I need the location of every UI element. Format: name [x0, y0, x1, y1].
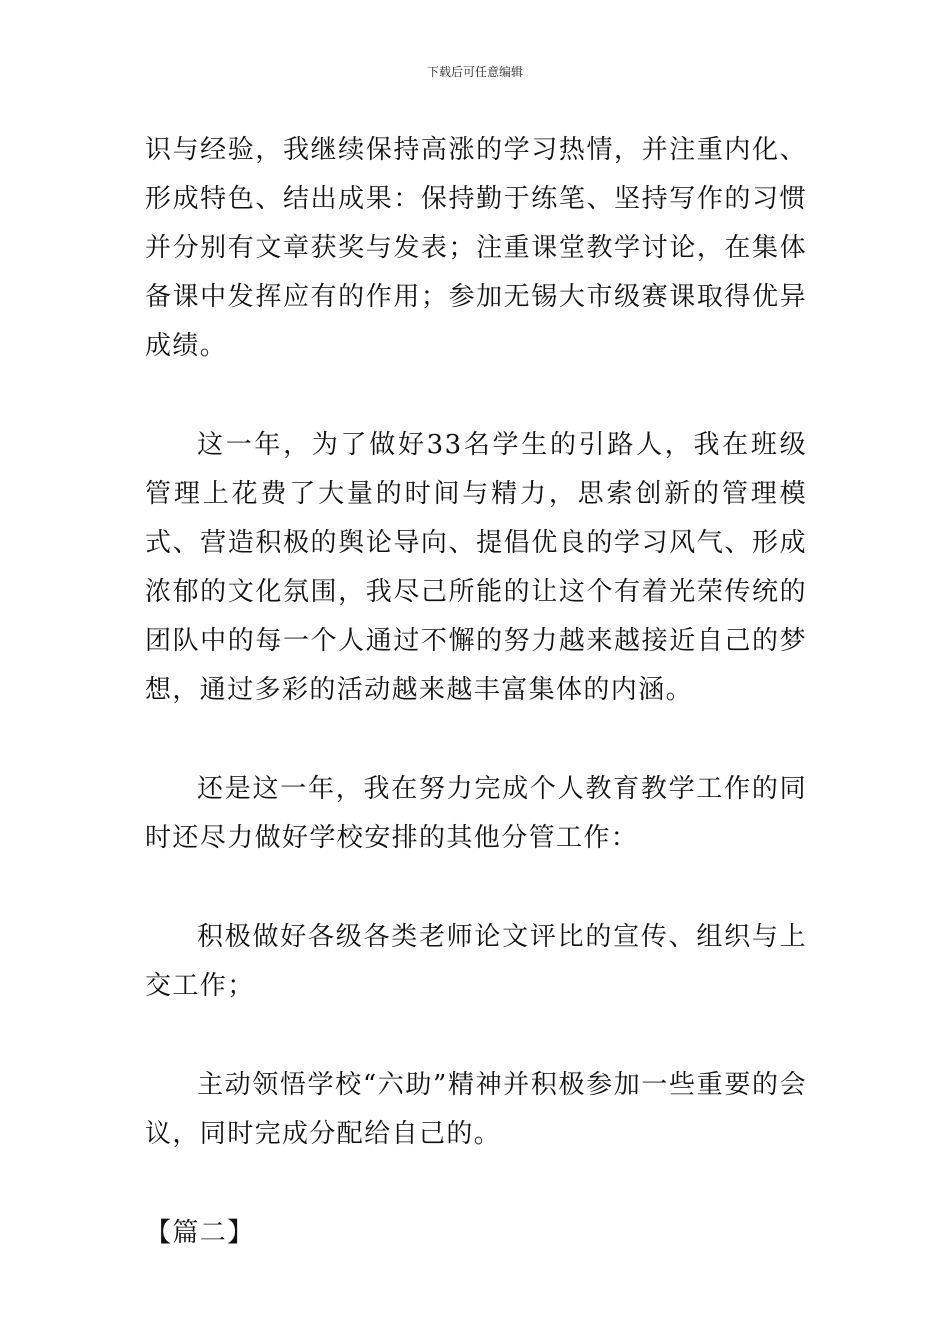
paragraph-3: 还是这一年，我在努力完成个人教育教学工作的同时还尽力做好学校安排的其他分管工作： — [145, 774, 807, 853]
paragraph-5: 主动领悟学校“六助”精神并积极参加一些重要的会议，同时完成分配给自己的。 — [145, 1070, 807, 1149]
paragraph-4: 积极做好各级各类老师论文评比的宣传、组织与上交工作； — [145, 922, 807, 1001]
paragraph-2: 这一年，为了做好33名学生的引路人，我在班级管理上花费了大量的时间与精力，思索创新的管理模式、营造积极的舆论导向、提倡优良的学习风气、形成浓郁的文化氛围，我尽己所能的让这个有着光荣传统的团队中的每一个人通过不懈的努力越来越接近自己的梦想，通过多彩的活动越来越丰富集体的内涵。 — [145, 430, 807, 705]
section-heading: 【篇二】 — [145, 1218, 255, 1248]
document-body — [145, 126, 807, 1258]
page-header: 下载后可任意编辑 — [426, 65, 523, 79]
paragraph-1: 识与经验，我继续保持高涨的学习热情，并注重内化、形成特色、结出成果：保持勤于练笔、坚持写作的习惯并分别有文章获奖与发表；注重课堂教学讨论，在集体备课中发挥应有的作用；参加无锡大市级赛课取得优异成绩。 — [145, 135, 807, 361]
